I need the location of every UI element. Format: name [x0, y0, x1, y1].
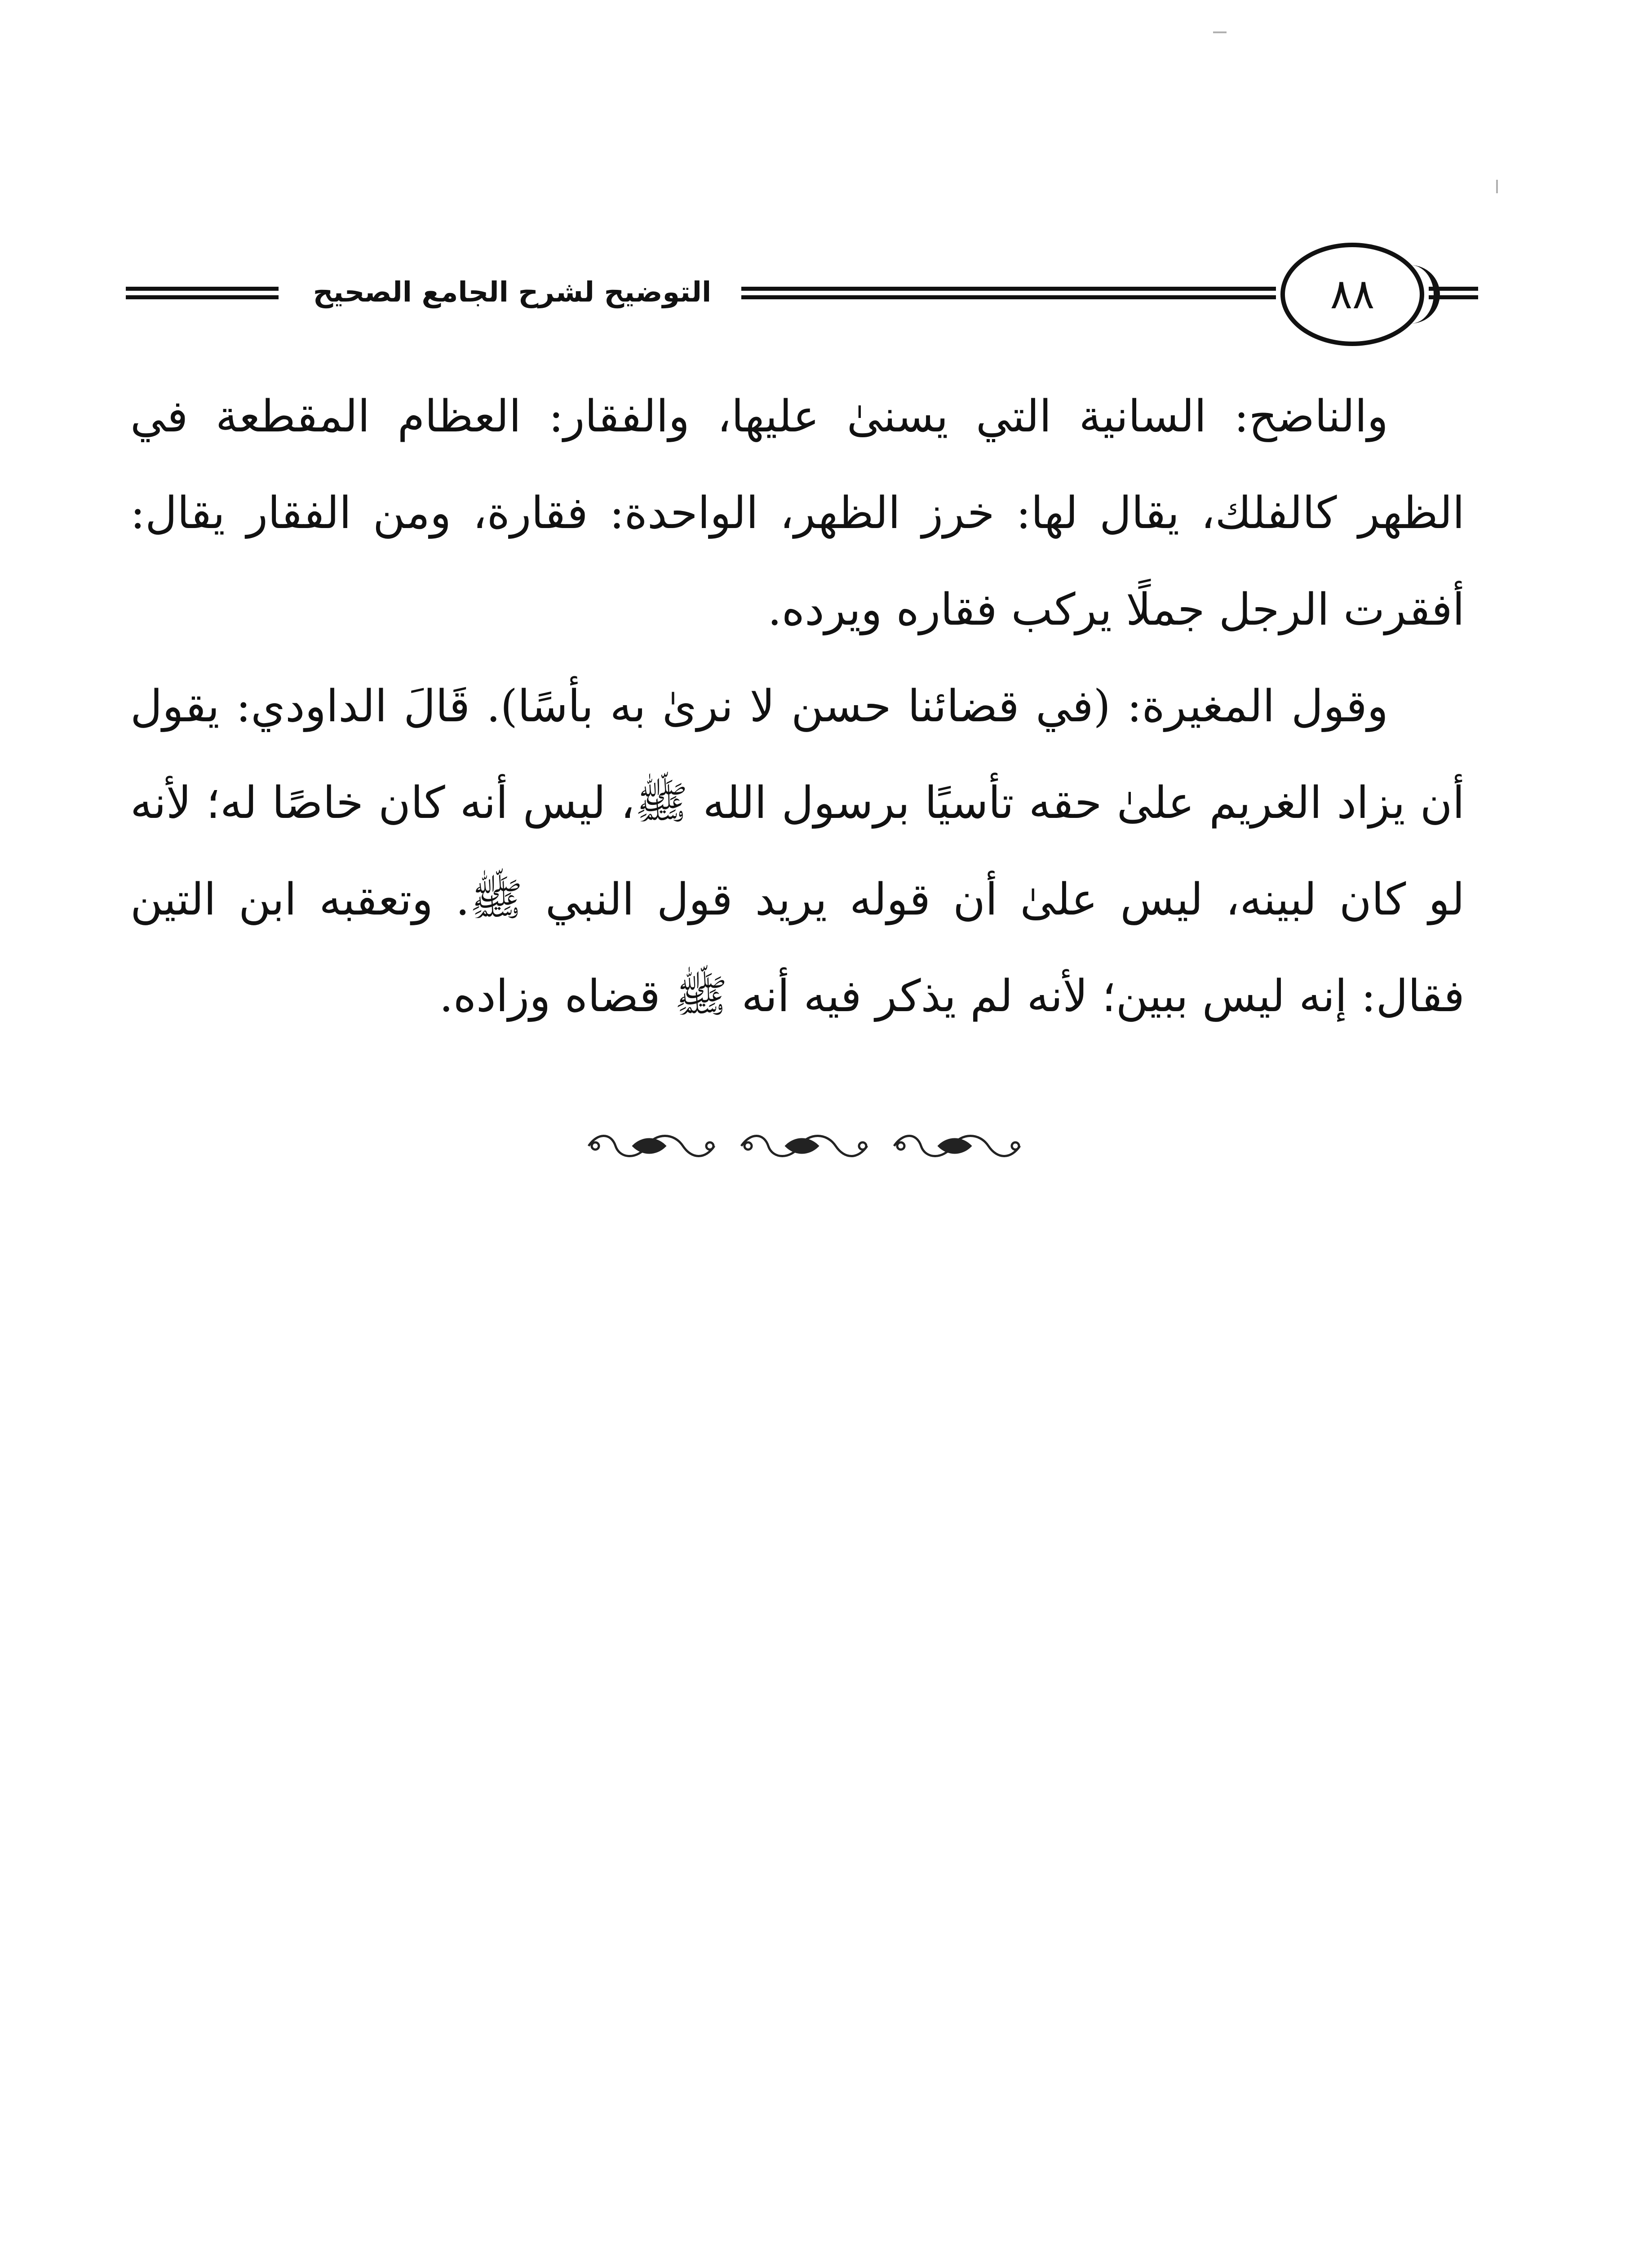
flourish-icon	[741, 1136, 867, 1156]
floral-divider-icon	[580, 1128, 1029, 1164]
header-double-rule	[741, 287, 1276, 299]
flourish-icon	[894, 1136, 1020, 1156]
page-number: ٨٨	[1330, 270, 1375, 318]
book-title: التوضيح لشرح الجامع الصحيح	[313, 275, 712, 308]
main-text	[130, 369, 1465, 1045]
scan-speck	[1496, 180, 1498, 193]
scan-speck	[1213, 31, 1227, 33]
header-double-rule	[1429, 287, 1478, 299]
paragraph: والناضح: السانية التي يسنىٰ عليها، والفقار: العظام المقطعة في الظهر كالفلك، يقال لها: خرز الظهر، الواحدة: فقارة، ومن الفقار يقال: أفقرت الرجل جملًا يركب فقاره ويرده.	[130, 391, 1465, 635]
header-double-rule	[126, 287, 279, 299]
page-number-badge	[1280, 243, 1424, 346]
flourish-icon	[589, 1136, 714, 1156]
paragraph: وقول المغيرة: (في قضائنا حسن لا نرىٰ به بأسًا). قَالَ الداودي: يقول أن يزاد الغريم علىٰ حقه تأسيًا برسول الله ﷺ، ليس أنه كان خاصًا له؛ لأنه لو كان لبينه، ليس علىٰ أن قوله يريد قول النبي ﷺ. وتعقبه ابن التين فقال: إنه ليس ببين؛ لأنه لم يذكر فيه أنه ﷺ قضاه وزاده.	[130, 681, 1465, 1022]
running-header	[90, 234, 1474, 360]
